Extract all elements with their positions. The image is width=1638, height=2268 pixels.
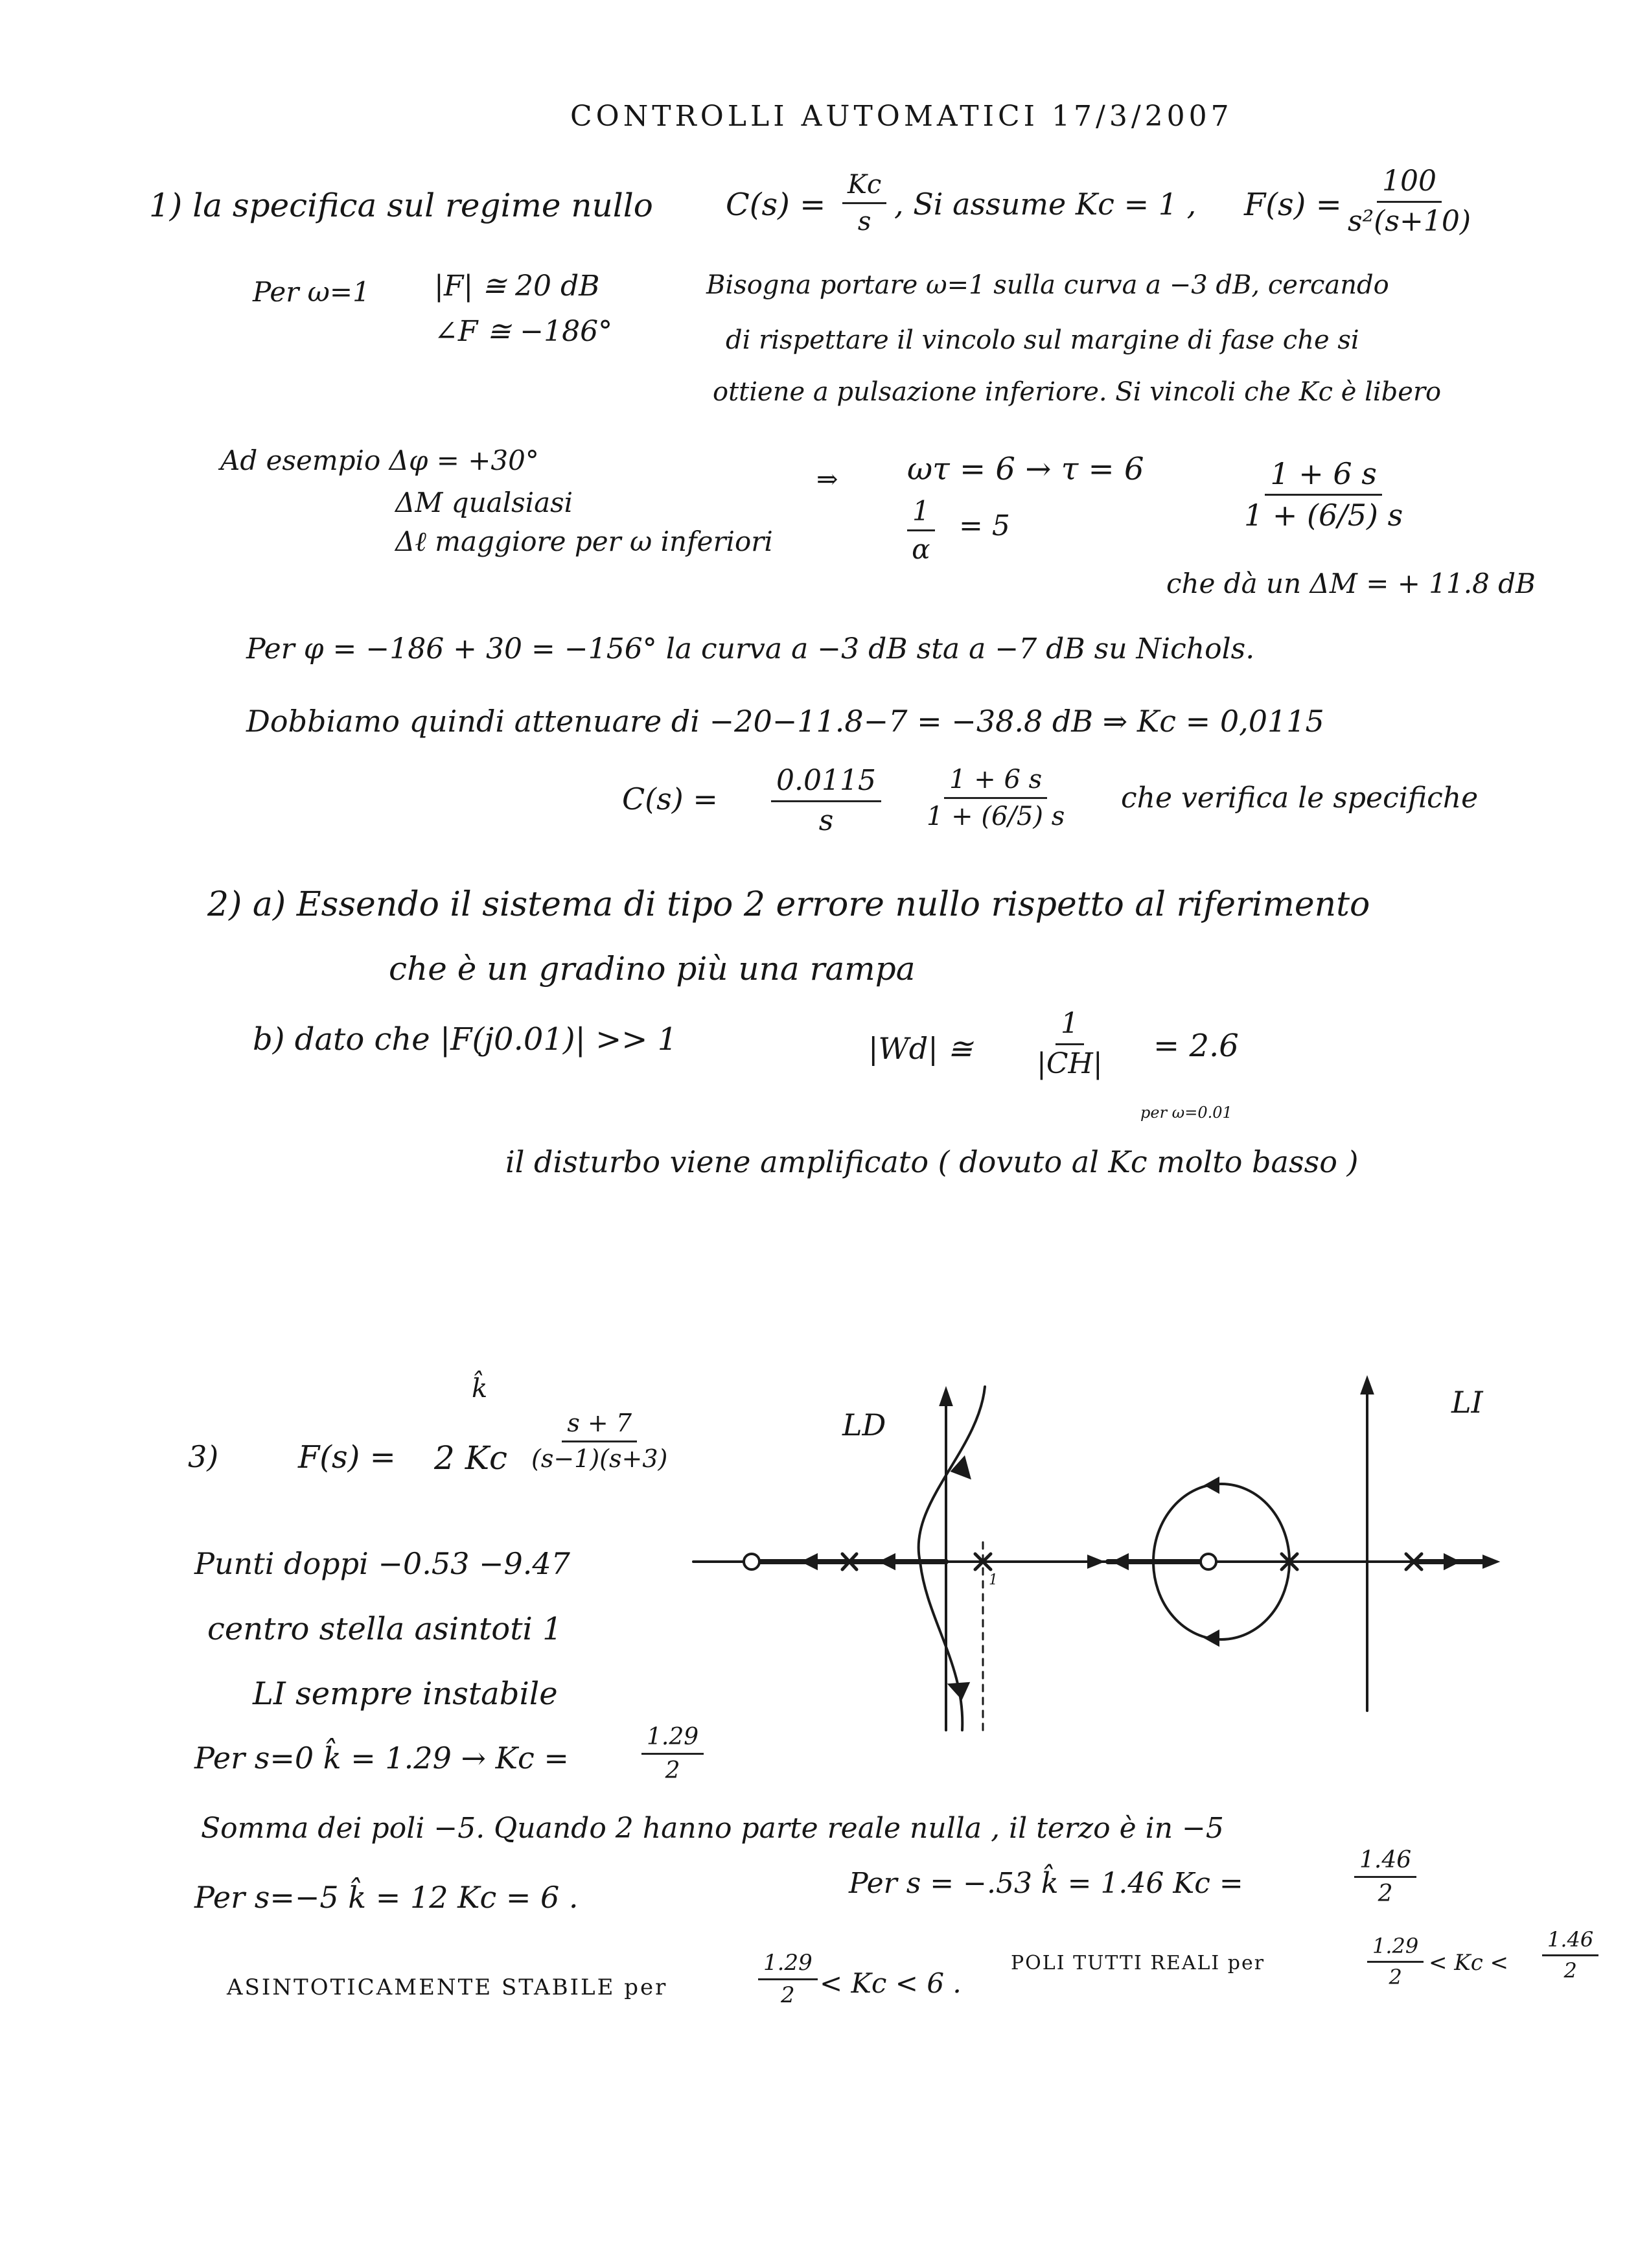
p3-stable-den: 2 — [781, 1982, 795, 2009]
p3-s053-fraction — [1354, 1847, 1416, 1908]
p3-stable-rhs: < Kc < 6 . — [820, 1967, 962, 1999]
p3-li-unstable: LI sempre instabile — [253, 1676, 558, 1712]
p2-b-line-1: b) dato che |F(j0.01)| >> 1 — [253, 1021, 678, 1058]
p1-assume: , Si assume Kc = 1 , — [894, 187, 1197, 222]
p1-final-rhs: che verifica le specifiche — [1121, 781, 1479, 815]
p1-req-3: Δℓ maggiore per ω inferiori — [395, 526, 773, 557]
p3-s053-num: 1.46 — [1354, 1847, 1416, 1878]
p1-lead-num: 1 + 6 s — [1265, 457, 1382, 496]
p3-stable-fraction — [758, 1950, 818, 2008]
p3-s053-line: Per s = −.53 k̂ = 1.46 Kc = — [849, 1867, 1243, 1900]
p2-wd-den: |CH| — [1037, 1047, 1103, 1080]
p3-s5-line: Per s=−5 k̂ = 12 Kc = 6 . — [194, 1880, 579, 1915]
p1-alpha-rhs: = 5 — [959, 509, 1010, 542]
p2-b-line-2: il disturbo viene amplificato ( dovuto al Kc molto basso ) — [505, 1144, 1359, 1179]
p1-cs-den: s — [857, 207, 871, 237]
p2-wd-subscript: per ω=0.01 — [1140, 1104, 1232, 1122]
p3-s0-fraction — [641, 1724, 704, 1785]
li-arrow-left — [1114, 1555, 1127, 1568]
p1-F-num: 100 — [1377, 165, 1442, 203]
ld-arrow-left-1 — [803, 1555, 816, 1568]
li-arrow-right — [1445, 1555, 1458, 1568]
ld-tick-label: 1 — [989, 1572, 998, 1588]
p1-final-lhs: C(s) = — [622, 781, 718, 816]
ld-real-axis-arrow — [1089, 1556, 1102, 1567]
ld-zero — [744, 1554, 759, 1569]
p1-magnitude: |F| ≅ 20 dB — [434, 270, 600, 303]
p3-real-frac-1 — [1367, 1934, 1424, 1989]
p1-omega1: Per ω=1 — [253, 276, 370, 308]
p3-real-frac-2 — [1542, 1928, 1598, 1983]
p1-req-2: ΔM qualsiasi — [395, 487, 573, 518]
p3-khat: k̂ — [472, 1374, 488, 1404]
ld-imag-axis-arrow — [941, 1390, 951, 1405]
p3-gain: 2 Kc — [434, 1439, 508, 1477]
p1-phase: ∠F ≅ −186° — [434, 315, 613, 348]
ld-arrow-down — [950, 1684, 968, 1698]
p3-label: 3) — [188, 1439, 219, 1474]
p3-asymptotic-stable: ASINTOTICAMENTE STABILE per — [227, 1974, 668, 2000]
p1-req-1: Ad esempio Δφ = +30° — [220, 445, 539, 476]
p3-real-poles: POLI TUTTI REALI per — [1011, 1952, 1265, 1974]
p3-s0-den: 2 — [665, 1757, 680, 1785]
p1-spec-line: 1) la specifica sul regime nullo — [149, 187, 653, 224]
p2-a-line-1: 2) a) Essendo il sistema di tipo 2 errore nullo rispetto al riferimento — [207, 885, 1370, 924]
page-title: CONTROLLI AUTOMATICI 17/3/2007 — [570, 100, 1233, 133]
p1-comment-2: di rispettare il vincolo sul margine di fase che si — [726, 325, 1359, 355]
p3-stable-num: 1.29 — [758, 1950, 818, 1980]
p1-F-label: F(s) = — [1244, 187, 1342, 223]
p3-F-label: F(s) = — [298, 1439, 396, 1475]
p3-real-num-1: 1.29 — [1367, 1934, 1424, 1963]
p3-s0-num: 1.29 — [641, 1724, 704, 1755]
p1-F-den: s²(s+10) — [1348, 204, 1471, 238]
p1-comment-1: Bisogna portare ω=1 sulla curva a −3 dB, cercando — [706, 270, 1389, 300]
p3-double-points: Punti doppi −0.53 −9.47 — [194, 1546, 570, 1581]
p2-wd-label: |Wd| ≅ — [868, 1031, 973, 1066]
ld-arrow-left-2 — [881, 1555, 894, 1568]
p1-final-den-1: s — [818, 804, 834, 837]
p1-implies: ⇒ — [816, 465, 838, 494]
p3-real-den-1: 2 — [1389, 1964, 1402, 1989]
p1-comment-3: ottiene a pulsazione inferiore. Si vincoli che Kc è libero — [713, 377, 1442, 407]
p1-final-num-1: 0.0115 — [771, 765, 881, 802]
p1-phi-line: Per φ = −186 + 30 = −156° la curva a −3 dB sta a −7 dB su Nichols. — [246, 632, 1255, 665]
p3-real-den-2: 2 — [1563, 1958, 1577, 1983]
li-arrow-bottom — [1206, 1632, 1218, 1645]
ld-label: LD — [842, 1407, 886, 1442]
p3-asymptote-center: centro stella asintoti 1 — [207, 1611, 562, 1647]
p1-cs-num: Kc — [842, 170, 886, 204]
p3-s0-line: Per s=0 k̂ = 1.29 → Kc = — [194, 1741, 569, 1776]
p1-cs-label: C(s) = — [726, 187, 826, 223]
ld-branch-curve — [919, 1387, 985, 1730]
p3-real-num-2: 1.46 — [1542, 1928, 1598, 1956]
li-imag-axis-arrow — [1362, 1379, 1372, 1393]
li-label: LI — [1451, 1385, 1483, 1420]
p3-s053-den: 2 — [1378, 1880, 1393, 1908]
p2-a-line-2: che è un gradino più una rampa — [389, 950, 916, 988]
p2-wd-num: 1 — [1055, 1008, 1084, 1045]
p3-F-num: s + 7 — [562, 1409, 637, 1442]
p1-alpha-num: 1 — [907, 496, 935, 531]
p1-final-den-2: 1 + (6/5) s — [927, 802, 1065, 831]
p1-tau-eq: ωτ = 6 → τ = 6 — [907, 451, 1144, 487]
p1-lead-den: 1 + (6/5) s — [1244, 497, 1403, 533]
li-zero — [1201, 1554, 1216, 1569]
p3-real-mid: < Kc < — [1429, 1950, 1509, 1976]
p1-attenuation-line: Dobbiamo quindi attenuare di −20−11.8−7 = −38.8 dB ⇒ Kc = 0,0115 — [246, 704, 1324, 739]
p1-final-num-2: 1 + 6 s — [944, 765, 1047, 799]
p3-pole-sum: Somma dei poli −5. Quando 2 hanno parte reale nulla , il terzo è in −5 — [201, 1812, 1224, 1845]
p3-F-den: (s−1)(s+3) — [531, 1444, 668, 1473]
li-arrow-top — [1206, 1479, 1218, 1492]
p1-alpha-den: α — [912, 533, 930, 566]
p1-gain-increase: che dà un ΔM = + 11.8 dB — [1166, 568, 1536, 599]
p2-wd-value: = 2.6 — [1153, 1028, 1239, 1064]
